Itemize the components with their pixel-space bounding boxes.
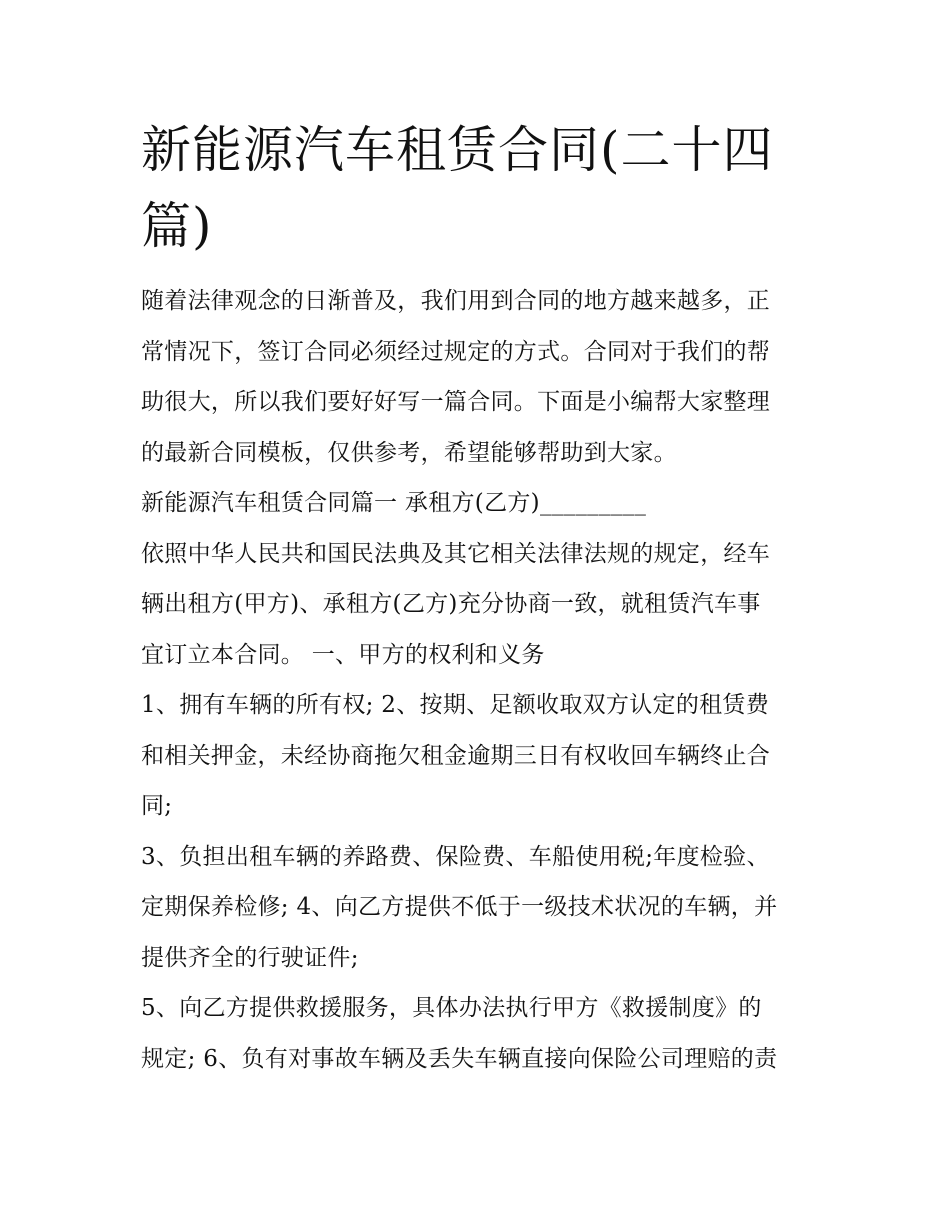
clause-paragraph (141, 832, 817, 984)
text-line: 新能源汽车租赁合同篇一 承租方(乙方)_________ (141, 490, 647, 516)
text-line: 的最新合同模板，仅供参考，希望能够帮助到大家。 (141, 439, 677, 466)
document-title (141, 112, 821, 264)
preamble-paragraph (141, 529, 817, 681)
text-line: 1、拥有车辆的所有权; 2、按期、足额收取双方认定的租赁费 (141, 692, 770, 718)
text-line: 同; (141, 793, 173, 819)
text-line: 宜订立本合同。 一、甲方的权利和义务 (141, 641, 545, 668)
text-line: 提供齐全的行驶证件; (141, 944, 359, 971)
text-line: 随着法律观念的日渐普及，我们用到合同的地方越来越多，正 (141, 288, 771, 314)
text-line: 和相关押金，未经协商拖欠租金逾期三日有权收回车辆终止合 (141, 742, 771, 769)
text-line: 辆出租方(甲方)、承租方(乙方)充分协商一致，就租赁汽车事 (141, 591, 761, 617)
contract-heading-paragraph (141, 478, 817, 529)
text-line: 定期保养检修; 4、向乙方提供不低于一级技术状况的车辆，并 (141, 894, 778, 920)
text-line: 5、向乙方提供救援服务，具体办法执行甲方《救援制度》的 (141, 995, 762, 1021)
title-line: 篇) (141, 197, 213, 255)
clause-paragraph (141, 680, 817, 832)
document-body (141, 276, 817, 1084)
text-line: 依照中华人民共和国民法典及其它相关法律法规的规定，经车 (141, 540, 771, 567)
clause-paragraph (141, 983, 817, 1084)
text-line: 常情况下，签订合同必须经过规定的方式。合同对于我们的帮 (141, 338, 771, 365)
text-line: 规定; 6、负有对事故车辆及丢失车辆直接向保险公司理赔的责 (141, 1045, 778, 1072)
text-line: 3、负担出租车辆的养路费、保险费、车船使用税;年度检验、 (141, 843, 770, 870)
text-line: 助很大，所以我们要好好写一篇合同。下面是小编帮大家整理 (141, 389, 771, 415)
title-line: 新能源汽车租赁合同(二十四 (141, 121, 774, 179)
intro-paragraph (141, 276, 817, 478)
